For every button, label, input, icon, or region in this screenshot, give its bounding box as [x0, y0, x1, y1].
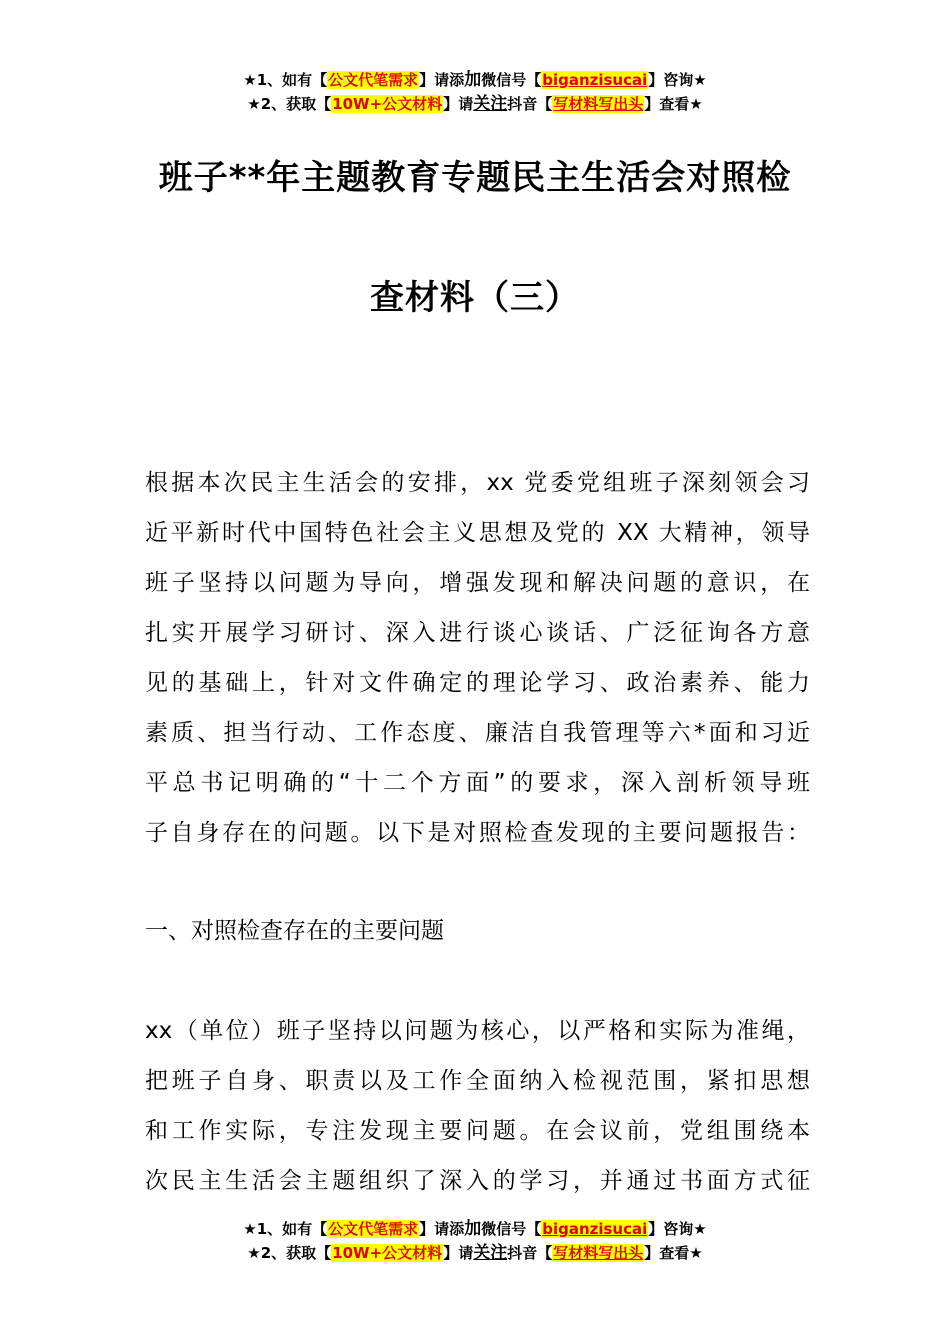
notice-line-1 [0, 1217, 950, 1241]
notice-text: 】请添 [419, 71, 465, 89]
paragraph-line: 班子坚持以问题为导向，增强发现和解决问题的意识，在 [145, 570, 810, 596]
notice-text: 】咨询★ [648, 71, 707, 89]
paragraph-line: 近平新时代中国特色社会主义思想及党的 XX 大精神，领导 [145, 520, 810, 546]
notice-text: ★1、如有【 [243, 1220, 328, 1238]
paragraph-line: 把班子自身、职责以及工作全面纳入检视范围，紧扣思想 [145, 1068, 810, 1094]
notice-text: 】请 [443, 1244, 474, 1262]
notice-text: 抖音【 [507, 95, 553, 113]
body-paragraph [145, 1006, 810, 1206]
notice-text: ★1、如有【 [243, 71, 328, 89]
paragraph-line: 素质、担当行动、工作态度、廉洁自我管理等六*面和习近 [145, 720, 810, 746]
paragraph-line: 和工作实际，专注发现主要问题。在会议前，党组围绕本 [145, 1118, 810, 1144]
paragraph-line: 平总书记明确的“十二个方面”的要求，深入剖析领导班 [145, 770, 810, 796]
paragraph-line: 见的基础上，针对文件确定的理论学习、政治素养、能力 [145, 670, 810, 696]
notice-text: ★2、获取【 [247, 1244, 332, 1262]
footer-notice [0, 1217, 950, 1265]
document-title-line-1: 班子**年主题教育专题民主生活会对照检 [158, 158, 792, 198]
notice-text: 】咨询★ [648, 1220, 707, 1238]
notice-emphasis: 加 [464, 70, 482, 90]
notice-line-2 [0, 92, 950, 116]
intro-paragraph [145, 458, 810, 858]
wechat-id-highlight: biganzisucai [542, 71, 648, 89]
notice-line-2 [0, 1241, 950, 1265]
notice-emphasis: 关注 [473, 1243, 508, 1263]
paragraph-line: 子自身存在的问题。以下是对照检查发现的主要问题报告： [145, 820, 810, 846]
paragraph-line: 扎实开展学习研讨、深入进行谈心谈话、广泛征询各方意 [145, 620, 810, 646]
notice-text: 】查看★ [644, 95, 703, 113]
paragraph-line: 根据本次民主生活会的安排，xx 党委党组班子深刻领会习 [145, 470, 810, 496]
notice-text: 】查看★ [644, 1244, 703, 1262]
notice-text: 】请 [443, 95, 474, 113]
paragraph-line: xx（单位）班子坚持以问题为核心，以严格和实际为准绳， [145, 1018, 810, 1044]
wechat-id-highlight: biganzisucai [542, 1220, 648, 1238]
notice-emphasis: 关注 [473, 94, 508, 114]
header-notice [0, 68, 950, 116]
document-title-line-2: 查材料（三） [370, 278, 580, 318]
douyin-account-highlight: 写材料写出头 [553, 1244, 644, 1262]
notice-text: 微信号【 [481, 1220, 542, 1238]
notice-highlight: 10W+公文材料 [332, 1244, 443, 1262]
notice-emphasis: 加 [464, 1219, 482, 1239]
section-heading: 一、对照检查存在的主要问题 [145, 918, 444, 944]
notice-text: 微信号【 [481, 71, 542, 89]
notice-highlight: 公文代笔需求 [328, 71, 419, 89]
paragraph-line: 次民主生活会主题组织了深入的学习，并通过书面方式征 [145, 1168, 810, 1194]
notice-highlight: 公文代笔需求 [328, 1220, 419, 1238]
notice-highlight: 10W+公文材料 [332, 95, 443, 113]
douyin-account-highlight: 写材料写出头 [553, 95, 644, 113]
notice-text: ★2、获取【 [247, 95, 332, 113]
notice-text: 】请添 [419, 1220, 465, 1238]
notice-text: 抖音【 [507, 1244, 553, 1262]
notice-line-1 [0, 68, 950, 92]
